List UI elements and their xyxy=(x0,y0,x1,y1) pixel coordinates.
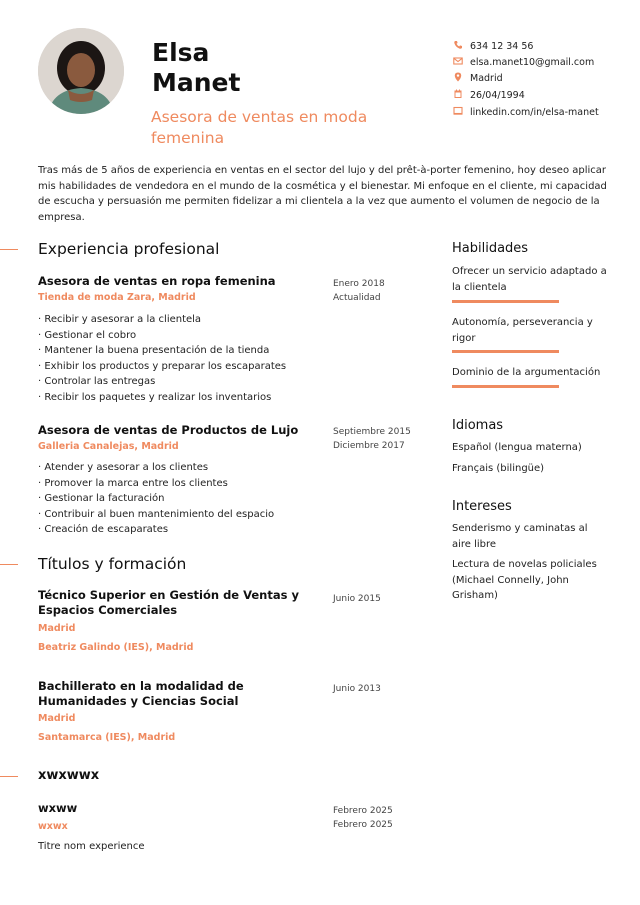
experience-dates xyxy=(333,277,385,305)
email-text: elsa.manet10@gmail.com xyxy=(470,57,595,68)
education-degree: Bachillerato en la modalidad de Humanidades y Ciencias Social xyxy=(38,679,244,708)
task-item: · Gestionar el cobro xyxy=(38,328,286,344)
extra-dates xyxy=(333,804,393,832)
date-end: Febrero 2025 xyxy=(333,820,393,830)
education-date: Junio 2013 xyxy=(333,684,381,694)
section-divider xyxy=(0,776,18,777)
contact-email[interactable] xyxy=(453,56,594,70)
section-divider xyxy=(0,249,18,250)
profile-summary: Tras más de 5 años de experiencia en ventas en el sector del lujo y del prêt-à-porter femenino, hoy deseo aplicar mis habilidades de vendedora en el mundo de la cosmética y el bienestar. Mi enfoque en el cliente, mi capacidad de escucha y persuasión me permiten fidelizar a mi clientela a la vez que aumento el volumen de negocio de la empresa. xyxy=(38,165,607,223)
interest-item: Lectura de novelas policiales (Michael Connelly, John Grisham) xyxy=(452,559,597,601)
avatar xyxy=(38,28,124,114)
skill-bar xyxy=(452,300,559,303)
date-end: Actualidad xyxy=(333,293,381,303)
section-divider xyxy=(0,564,18,565)
task-item: · Exhibir los productos y preparar los escaparates xyxy=(38,359,286,375)
task-item: · Creación de escaparates xyxy=(38,522,274,538)
language-item: Español (lengua materna) xyxy=(452,442,582,453)
experience-heading: Experiencia profesional xyxy=(38,240,220,258)
task-item: · Controlar las entregas xyxy=(38,374,286,390)
experience-dates xyxy=(333,425,411,453)
task-list xyxy=(38,312,286,405)
skill-bar xyxy=(452,385,559,388)
mail-icon xyxy=(453,56,463,66)
phone-icon xyxy=(453,40,463,50)
date-start: Enero 2018 xyxy=(333,279,385,289)
extra-item-sub: wxwx xyxy=(38,821,68,832)
extra-heading: xwxwwx xyxy=(38,768,100,783)
full-name xyxy=(152,38,240,98)
skill-label: Dominio de la argumentación xyxy=(452,367,601,378)
languages-heading: Idiomas xyxy=(452,418,504,433)
experience-role: Asesora de ventas en ropa femenina xyxy=(38,274,276,288)
interests-heading: Intereses xyxy=(452,499,512,514)
contact-city xyxy=(453,72,503,86)
education-city: Madrid xyxy=(38,623,76,634)
task-item: · Atender y asesorar a los clientes xyxy=(38,460,274,476)
location-pin-icon xyxy=(453,72,463,82)
contact-phone xyxy=(453,40,533,54)
experience-company: Galleria Canalejas, Madrid xyxy=(38,441,179,452)
date-end: Diciembre 2017 xyxy=(333,441,405,451)
task-item: · Promover la marca entre los clientes xyxy=(38,476,274,492)
profile-photo xyxy=(38,28,124,114)
last-name: Manet xyxy=(152,68,241,97)
contact-birthdate xyxy=(453,89,525,103)
education-heading: Títulos y formación xyxy=(38,555,187,573)
task-item: · Recibir y asesorar a la clientela xyxy=(38,312,286,328)
task-item: · Gestionar la facturación xyxy=(38,491,274,507)
education-date: Junio 2015 xyxy=(333,594,381,604)
interest-item: Senderismo y caminatas al aire libre xyxy=(452,523,588,550)
date-start: Septiembre 2015 xyxy=(333,427,411,437)
phone-text: 634 12 34 56 xyxy=(470,41,534,52)
skills-heading: Habilidades xyxy=(452,241,529,256)
skill-label: Ofrecer un servicio adaptado a la clientela xyxy=(452,266,607,293)
calendar-icon xyxy=(453,89,463,99)
task-list xyxy=(38,460,274,538)
date-start: Febrero 2025 xyxy=(333,806,393,816)
extra-item-title: wxww xyxy=(38,801,78,815)
task-item: · Recibir los paquetes y realizar los inventarios xyxy=(38,390,286,406)
language-item: Français (bilingüe) xyxy=(452,463,545,474)
education-degree: Técnico Superior en Gestión de Ventas y Espacios Comerciales xyxy=(38,588,299,617)
education-school: Santamarca (IES), Madrid xyxy=(38,732,176,743)
task-item: · Mantener la buena presentación de la tienda xyxy=(38,343,286,359)
linkedin-icon xyxy=(453,106,463,116)
education-city: Madrid xyxy=(38,713,76,724)
first-name: Elsa xyxy=(152,38,210,67)
extra-description: Titre nom experience xyxy=(38,841,145,852)
job-title: Asesora de ventas en moda femenina xyxy=(151,108,368,147)
contact-linkedin[interactable] xyxy=(453,106,599,120)
education-school: Beatriz Galindo (IES), Madrid xyxy=(38,642,194,653)
birthdate-text: 26/04/1994 xyxy=(470,90,525,101)
experience-role: Asesora de ventas de Productos de Lujo xyxy=(38,423,299,437)
linkedin-text: linkedin.com/in/elsa-manet xyxy=(470,107,599,118)
experience-company: Tienda de moda Zara, Madrid xyxy=(38,292,196,303)
city-text: Madrid xyxy=(470,73,503,84)
skill-label: Autonomía, perseverancia y rigor xyxy=(452,317,593,344)
skill-bar xyxy=(452,350,559,353)
task-item: · Contribuir al buen mantenimiento del espacio xyxy=(38,507,274,523)
